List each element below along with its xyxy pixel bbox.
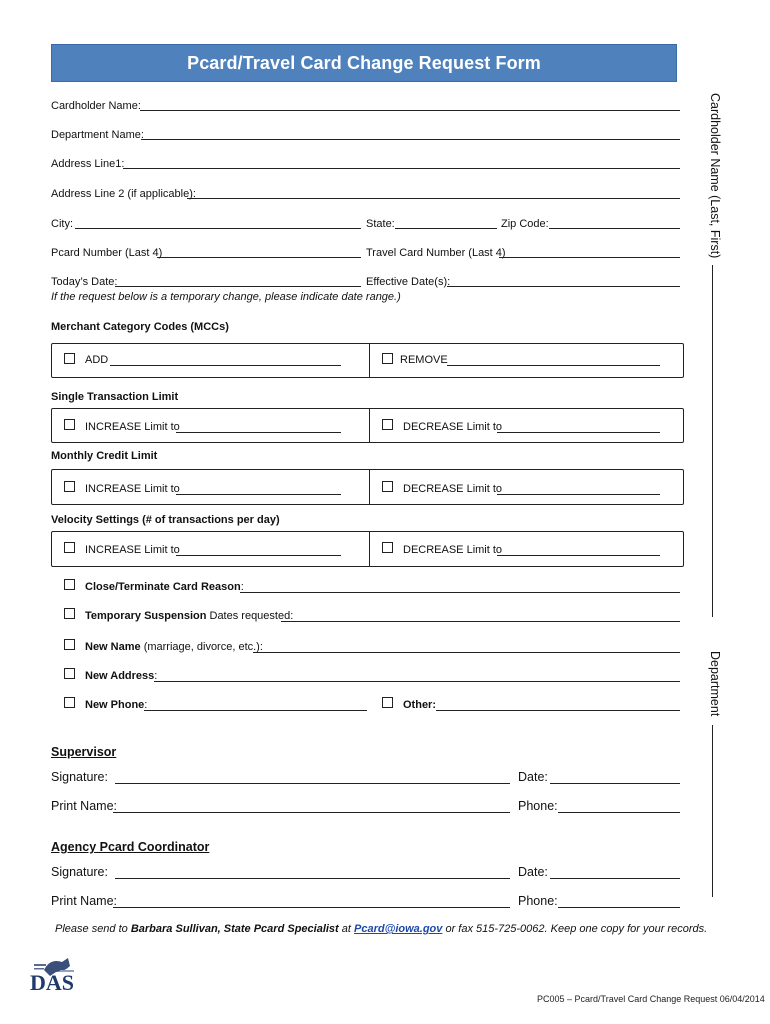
single-limit-divider xyxy=(369,408,370,443)
mcc-divider xyxy=(369,343,370,378)
state-label: State: xyxy=(366,218,395,230)
supervisor-phone-label: Phone: xyxy=(518,799,558,813)
sidebar xyxy=(708,93,728,723)
mcc-box xyxy=(51,343,684,378)
monthly-decrease-label: DECREASE Limit to xyxy=(403,483,503,495)
address-line1-field[interactable] xyxy=(123,168,680,169)
coordinator-date-label: Date: xyxy=(518,865,548,879)
sidebar-department-line[interactable] xyxy=(712,725,713,897)
sidebar-department-label: Department xyxy=(708,651,722,717)
monthly-decrease-field[interactable] xyxy=(497,494,660,495)
pcard-number-label: Pcard Number (Last 4) xyxy=(51,247,163,259)
das-logo-text: DAS xyxy=(30,970,75,995)
new-phone-field[interactable] xyxy=(144,710,367,711)
form-id: PC005 – Pcard/Travel Card Change Request 06/04/2014 xyxy=(537,994,765,1004)
monthly-increase-label: INCREASE Limit to xyxy=(85,483,180,495)
effective-dates-label: Effective Date(s): xyxy=(366,276,451,288)
supervisor-date-field[interactable] xyxy=(550,783,680,784)
supervisor-signature-field[interactable] xyxy=(115,783,510,784)
city-label: City: xyxy=(51,218,73,230)
sidebar-cardholder-label: Cardholder Name (Last, First) xyxy=(708,93,722,259)
close-card-reason-field[interactable] xyxy=(240,592,680,593)
coordinator-phone-label: Phone: xyxy=(518,894,558,908)
new-address-checkbox[interactable] xyxy=(64,668,75,679)
monthly-limit-divider xyxy=(369,469,370,505)
new-name-field[interactable] xyxy=(253,652,680,653)
new-name-checkbox[interactable] xyxy=(64,639,75,650)
single-decrease-checkbox[interactable] xyxy=(382,419,393,430)
single-limit-title: Single Transaction Limit xyxy=(51,391,179,403)
other-label: Other: xyxy=(403,699,436,711)
supervisor-signature-label: Signature: xyxy=(51,770,108,784)
monthly-limit-title: Monthly Credit Limit xyxy=(51,450,158,462)
submission-instructions: Please send to Barbara Sullivan, State Pcard Specialist at Pcard@iowa.gov or fax 515-725-0062. Keep one copy for your records. xyxy=(55,923,708,935)
mcc-add-label: ADD xyxy=(85,354,109,366)
form-title: Pcard/Travel Card Change Request Form xyxy=(51,44,677,82)
temporary-suspension-checkbox[interactable] xyxy=(64,608,75,619)
temporary-suspension-field[interactable] xyxy=(281,621,680,622)
velocity-decrease-label: DECREASE Limit to xyxy=(403,544,503,556)
todays-date-field[interactable] xyxy=(115,286,361,287)
new-phone-checkbox[interactable] xyxy=(64,697,75,708)
supervisor-print-name-field[interactable] xyxy=(113,812,510,813)
new-phone-label: New Phone: xyxy=(85,699,148,711)
mcc-add-field[interactable] xyxy=(110,365,341,366)
single-decrease-field[interactable] xyxy=(497,432,660,433)
mcc-remove-checkbox[interactable] xyxy=(382,353,393,364)
monthly-decrease-checkbox[interactable] xyxy=(382,481,393,492)
single-increase-field[interactable] xyxy=(176,432,341,433)
zip-label: Zip Code: xyxy=(501,218,549,230)
mcc-add-checkbox[interactable] xyxy=(64,353,75,364)
other-checkbox[interactable] xyxy=(382,697,393,708)
new-name-label: New Name (marriage, divorce, etc.): xyxy=(85,641,263,653)
effective-dates-field[interactable] xyxy=(447,286,680,287)
cardholder-name-label: Cardholder Name: xyxy=(51,100,141,112)
state-field[interactable] xyxy=(395,228,497,229)
supervisor-print-name-label: Print Name: xyxy=(51,799,117,813)
todays-date-label: Today’s Date: xyxy=(51,276,118,288)
mcc-section-title: Merchant Category Codes (MCCs) xyxy=(51,321,229,333)
coordinator-signature-label: Signature: xyxy=(51,865,108,879)
sidebar-cardholder-line[interactable] xyxy=(712,265,713,617)
coordinator-heading: Agency Pcard Coordinator xyxy=(51,840,210,854)
coordinator-signature-field[interactable] xyxy=(115,878,510,879)
velocity-increase-checkbox[interactable] xyxy=(64,542,75,553)
velocity-increase-label: INCREASE Limit to xyxy=(85,544,180,556)
temporary-change-note: If the request below is a temporary change, please indicate date range.) xyxy=(51,291,401,303)
travel-card-number-label: Travel Card Number (Last 4) xyxy=(366,247,506,259)
single-increase-label: INCREASE Limit to xyxy=(85,421,180,433)
mcc-remove-field[interactable] xyxy=(447,365,660,366)
velocity-divider xyxy=(369,531,370,567)
email-link[interactable]: Pcard@iowa.gov xyxy=(354,923,443,935)
city-field[interactable] xyxy=(75,228,361,229)
other-field[interactable] xyxy=(436,710,680,711)
monthly-increase-field[interactable] xyxy=(176,494,341,495)
monthly-increase-checkbox[interactable] xyxy=(64,481,75,492)
department-name-field[interactable] xyxy=(141,139,680,140)
temporary-suspension-label: Temporary Suspension Dates requested: xyxy=(85,610,294,622)
velocity-title: Velocity Settings (# of transactions per day) xyxy=(51,514,280,526)
cardholder-name-field[interactable] xyxy=(140,110,680,111)
pcard-number-field[interactable] xyxy=(157,257,361,258)
address-line2-field[interactable] xyxy=(187,198,680,199)
velocity-increase-field[interactable] xyxy=(176,555,341,556)
coordinator-print-name-field[interactable] xyxy=(113,907,510,908)
coordinator-print-name-label: Print Name: xyxy=(51,894,117,908)
zip-field[interactable] xyxy=(549,228,680,229)
coordinator-date-field[interactable] xyxy=(550,878,680,879)
supervisor-date-label: Date: xyxy=(518,770,548,784)
travel-card-number-field[interactable] xyxy=(499,257,680,258)
velocity-decrease-checkbox[interactable] xyxy=(382,542,393,553)
department-name-label: Department Name: xyxy=(51,129,144,141)
close-card-label: Close/Terminate Card Reason: xyxy=(85,581,244,593)
single-increase-checkbox[interactable] xyxy=(64,419,75,430)
close-card-checkbox[interactable] xyxy=(64,579,75,590)
velocity-decrease-field[interactable] xyxy=(497,555,660,556)
mcc-remove-label: REMOVE xyxy=(400,354,448,366)
coordinator-phone-field[interactable] xyxy=(558,907,680,908)
new-address-label: New Address: xyxy=(85,670,158,682)
supervisor-phone-field[interactable] xyxy=(558,812,680,813)
single-decrease-label: DECREASE Limit to xyxy=(403,421,503,433)
address-line1-label: Address Line1: xyxy=(51,158,125,170)
supervisor-heading: Supervisor xyxy=(51,745,117,759)
new-address-field[interactable] xyxy=(154,681,680,682)
address-line2-label: Address Line 2 (if applicable): xyxy=(51,188,196,200)
